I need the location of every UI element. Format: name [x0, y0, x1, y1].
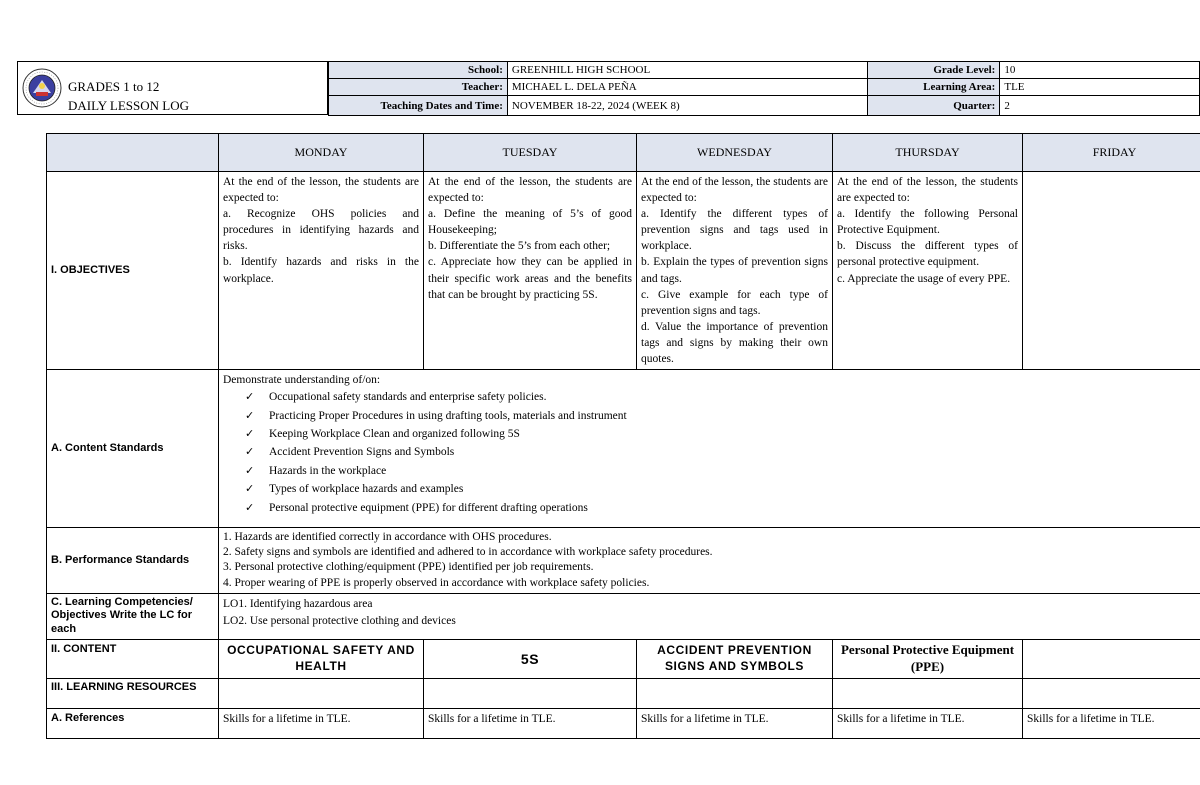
- competencies-row: [47, 594, 1200, 640]
- deped-seal-icon: [22, 68, 62, 108]
- objective-line: At the end of the lesson, the students are expected to:: [641, 176, 828, 205]
- competency-item: LO1. Identifying hazardous area: [223, 598, 373, 611]
- performance-item: 3. Personal protective clothing/equipment (PPE) identified per job requirements.: [223, 561, 594, 574]
- checklist-item: ✓ Personal protective equipment (PPE) for different drafting operations: [245, 499, 1200, 517]
- checklist-item: ✓ Occupational safety standards and enterprise safety policies.: [245, 388, 1200, 406]
- teacher-label: Teacher:: [329, 79, 508, 96]
- performance-item: 2. Safety signs and symbols are identified and adhered to in accordance with workplace safety procedures.: [223, 546, 713, 559]
- content-standards-cell: [219, 370, 1200, 528]
- references-wednesday: Skills for a lifetime in TLE.: [637, 708, 833, 738]
- objective-line: b. Identify hazards and risks in the workplace.: [223, 256, 419, 285]
- objective-line: b. Differentiate the 5’s from each other;: [428, 240, 611, 253]
- teaching-dates-label: Teaching Dates and Time:: [329, 96, 508, 116]
- content-standards-row: [47, 370, 1200, 528]
- content-standards-list: [223, 388, 1200, 517]
- lesson-log-header: [17, 61, 1200, 116]
- content-tuesday: 5S: [424, 640, 637, 679]
- day-tuesday: TUESDAY: [424, 134, 637, 172]
- brand-box: [17, 61, 328, 115]
- performance-standards-row: [47, 528, 1200, 594]
- learning-resources-monday: [219, 678, 424, 708]
- objectives-row: [47, 172, 1200, 370]
- objective-line: At the end of the lesson, the students are expected to:: [428, 176, 632, 205]
- objectives-tuesday: [424, 172, 637, 370]
- day-monday: MONDAY: [219, 134, 424, 172]
- objective-line: At the end of the lesson, the students are expected to:: [837, 176, 1018, 205]
- learning-resources-friday: [1023, 678, 1200, 708]
- school-value: GREENHILL HIGH SCHOOL: [507, 62, 868, 79]
- school-label: School:: [329, 62, 508, 79]
- learning-area-label: Learning Area:: [868, 79, 1000, 96]
- checklist-item: ✓ Types of workplace hazards and examples: [245, 480, 1200, 498]
- objectives-thursday: [833, 172, 1023, 370]
- learning-resources-row: [47, 678, 1200, 708]
- objectives-friday: [1023, 172, 1200, 370]
- content-thursday: Personal Protective Equipment (PPE): [833, 640, 1023, 679]
- objective-line: c. Give example for each type of prevention signs and tags.: [641, 288, 828, 317]
- teaching-dates-value: NOVEMBER 18-22, 2024 (WEEK 8): [507, 96, 868, 116]
- learning-resources-thursday: [833, 678, 1023, 708]
- content-friday: [1023, 640, 1200, 679]
- checklist-item: ✓ Accident Prevention Signs and Symbols: [245, 443, 1200, 461]
- header-info-table: [328, 61, 1200, 116]
- content-label: II. CONTENT: [47, 640, 219, 679]
- checklist-item: ✓ Keeping Workplace Clean and organized following 5S: [245, 425, 1200, 443]
- performance-item: 1. Hazards are identified correctly in accordance with OHS procedures.: [223, 531, 552, 544]
- objective-line: b. Explain the types of prevention signs and tags.: [641, 256, 828, 285]
- objective-line: a. Identify the following Personal Protective Equipment.: [837, 208, 1018, 237]
- content-monday: OCCUPATIONAL SAFETY AND HEALTH: [219, 640, 424, 679]
- grade-level-label: Grade Level:: [868, 62, 1000, 79]
- objective-line: b. Discuss the different types of personal protective equipment.: [837, 240, 1018, 269]
- brand-grades: GRADES 1 to 12: [68, 79, 160, 94]
- objective-line: a. Identify the different types of prevention signs and tags used in workplace.: [641, 208, 828, 253]
- references-thursday: Skills for a lifetime in TLE.: [833, 708, 1023, 738]
- day-header-row: [47, 134, 1200, 172]
- learning-resources-label: III. LEARNING RESOURCES: [47, 678, 219, 708]
- references-monday: Skills for a lifetime in TLE.: [219, 708, 424, 738]
- content-row: [47, 640, 1200, 679]
- references-row: [47, 708, 1200, 738]
- objective-line: a. Define the meaning of 5’s of good Housekeeping;: [428, 208, 632, 237]
- performance-standards-cell: [219, 528, 1200, 594]
- content-standards-intro: Demonstrate understanding of/on:: [223, 374, 381, 387]
- learning-area-value: TLE: [1000, 79, 1200, 96]
- learning-resources-tuesday: [424, 678, 637, 708]
- checklist-item: ✓ Hazards in the workplace: [245, 462, 1200, 480]
- lesson-log-table: [46, 133, 1200, 739]
- objective-line: c. Appreciate how they can be applied in their specific work areas and the benefits that can be brought by practicing 5S.: [428, 256, 632, 301]
- quarter-value: 2: [1000, 96, 1200, 116]
- content-wednesday: ACCIDENT PREVENTION SIGNS AND SYMBOLS: [637, 640, 833, 679]
- objective-line: c. Appreciate the usage of every PPE.: [837, 272, 1011, 285]
- day-thursday: THURSDAY: [833, 134, 1023, 172]
- objectives-monday: [219, 172, 424, 370]
- competencies-cell: [219, 594, 1200, 640]
- checklist-item: ✓ Practicing Proper Procedures in using drafting tools, materials and instrument: [245, 407, 1200, 425]
- performance-standards-label: B. Performance Standards: [47, 528, 219, 594]
- objectives-wednesday: [637, 172, 833, 370]
- performance-item: 4. Proper wearing of PPE is properly observed in accordance with workplace safety policies.: [223, 576, 650, 589]
- objective-line: a. Recognize OHS policies and procedures in identifying hazards and risks.: [223, 208, 419, 253]
- grade-level-value: 10: [1000, 62, 1200, 79]
- learning-resources-wednesday: [637, 678, 833, 708]
- objectives-label: I. OBJECTIVES: [47, 172, 219, 370]
- competency-item: LO2. Use personal protective clothing and devices: [223, 614, 456, 627]
- competencies-label: C. Learning Competencies/ Objectives Write the LC for each: [47, 594, 219, 640]
- objective-line: d. Value the importance of prevention tags and signs by making their own quotes.: [641, 320, 828, 366]
- brand-title: DAILY LESSON LOG: [68, 98, 189, 113]
- quarter-label: Quarter:: [868, 96, 1000, 116]
- references-friday: Skills for a lifetime in TLE.: [1023, 708, 1200, 738]
- day-friday: FRIDAY: [1023, 134, 1200, 172]
- teacher-value: MICHAEL L. DELA PEÑA: [507, 79, 868, 96]
- objective-line: At the end of the lesson, the students are expected to:: [223, 176, 419, 205]
- references-tuesday: Skills for a lifetime in TLE.: [424, 708, 637, 738]
- corner-cell: [47, 134, 219, 172]
- day-wednesday: WEDNESDAY: [637, 134, 833, 172]
- content-standards-label: A. Content Standards: [47, 370, 219, 528]
- references-label: A. References: [47, 708, 219, 738]
